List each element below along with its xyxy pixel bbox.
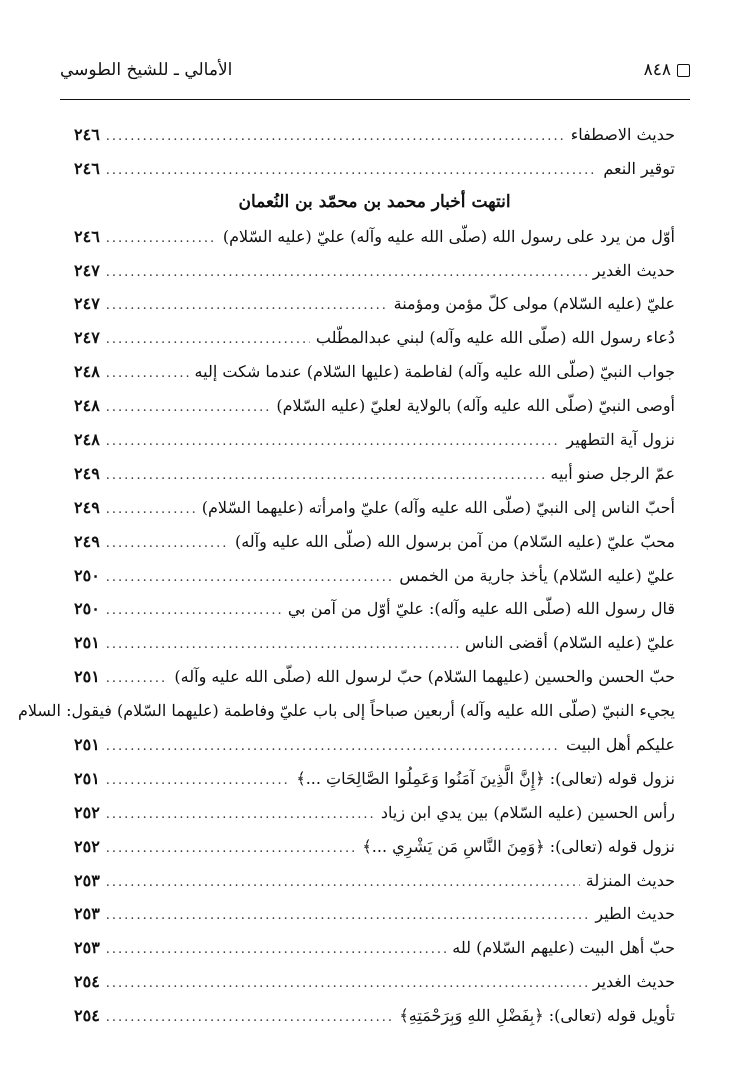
toc-entry [74, 897, 675, 931]
toc-entry-page: ٢٥٣ [74, 904, 100, 924]
toc-entry [74, 118, 675, 152]
toc-entry [74, 220, 675, 254]
toc-entry-title: عليّ (عليه السّلام) أقضى الناس [464, 633, 675, 653]
page-number-group [644, 60, 690, 80]
dot-leader [106, 154, 598, 188]
toc-entry-page: ٢٥٢ [74, 802, 100, 822]
toc-entry-title: نزول قوله (تعالى): ﴿وَمِنَ النَّاسِ مَن يَشْرِي ...﴾ [362, 836, 675, 856]
section-heading [74, 186, 675, 220]
dot-leader [106, 357, 189, 391]
toc-entry-title: نزول قوله (تعالى): ﴿إِنَّ الَّذِينَ آمَنُوا وَعَمِلُوا الصَّالِحَاتِ ...﴾ [296, 768, 675, 788]
toc-entry-title: نزول آية التطهير [566, 430, 675, 450]
toc-entry-title: دُعاء رسول الله (صلّى الله عليه وآله) لبني عبدالمطّلب [315, 328, 675, 348]
dot-leader [106, 493, 196, 527]
toc-entry-title: قال رسول الله (صلّى الله عليه وآله): عليّ أوّل من آمن بي [287, 599, 675, 619]
toc-entry [74, 423, 675, 457]
dot-leader [106, 323, 310, 357]
toc-entry-page: ٢٥١ [74, 768, 100, 788]
dot-leader [106, 256, 587, 290]
toc-entry-page: ٢٥٠ [74, 599, 100, 619]
toc-entry-title: حديث الطير [595, 904, 675, 924]
dot-leader [106, 289, 388, 323]
dot-leader [106, 798, 375, 832]
toc-entry-page: ٢٤٨ [74, 396, 100, 416]
toc-entry-page: ٢٤٧ [74, 260, 100, 280]
toc-entry-page: ٢٥١ [74, 735, 100, 755]
dot-leader [106, 527, 229, 561]
toc-entry-title: أوّل من يرد على رسول الله (صلّى الله عليه وآله) عليّ (عليه السّلام) [222, 226, 675, 246]
toc-entry [74, 965, 675, 999]
toc-entry-page: ٢٤٦ [74, 226, 100, 246]
toc-entry-title: حبّ الحسن والحسين (عليهما السّلام) حبّ لرسول الله (صلّى الله عليه وآله) [174, 667, 675, 687]
toc-entry [74, 728, 675, 762]
toc-entry-page: ٢٤٦ [74, 125, 100, 144]
dot-leader [106, 866, 580, 900]
toc-entry-title: أوصى النبيّ (صلّى الله عليه وآله) بالولاية لعليّ (عليه السّلام) [276, 396, 675, 416]
toc-entry-page: ٢٤٨ [74, 362, 100, 382]
dot-leader [106, 899, 590, 933]
toc-entry [74, 525, 675, 559]
toc-entry-page: ٢٤٩ [74, 497, 100, 517]
toc-entry [74, 626, 675, 660]
toc-entry-title: توقير النعم [603, 158, 675, 178]
table-of-contents [17, 118, 675, 1033]
header-rule [60, 99, 690, 100]
toc-entry [74, 864, 675, 898]
dot-leader [106, 730, 560, 764]
toc-entry-title: عليّ (عليه السّلام) يأخذ جارية من الخمس [399, 565, 675, 585]
toc-entry [74, 152, 675, 186]
dot-leader [106, 222, 217, 256]
toc-entry-page: ٢٥٤ [74, 972, 100, 992]
toc-entry [74, 830, 675, 864]
toc-entry-page: ٢٥٢ [74, 836, 100, 856]
book-title: الأمالي ـ للشيخ الطوسي [60, 60, 233, 80]
toc-entry [74, 592, 675, 626]
toc-entry-page: ٢٤٩ [74, 463, 100, 483]
toc-entry-title: حديث الاصطفاء [570, 125, 675, 144]
toc-entry [74, 389, 675, 423]
dot-leader [106, 594, 282, 628]
toc-entry-title: أحبّ الناس إلى النبيّ (صلّى الله عليه وآله) عليّ وامرأته (عليهما السّلام) [201, 497, 675, 517]
toc-entry-page: ٢٤٧ [74, 328, 100, 348]
dot-leader [106, 832, 357, 866]
toc-entry-title: حديث الغدير [592, 972, 675, 992]
toc-entry [74, 796, 675, 830]
page-number: ٨٤٨ [643, 60, 671, 80]
dot-leader [106, 391, 271, 425]
toc-entry-page: ٢٥٤ [74, 1006, 100, 1026]
dot-leader [106, 120, 565, 154]
toc-entry-title: حبّ أهل البيت (عليهم السّلام) لله [452, 938, 675, 958]
dot-leader [106, 459, 545, 493]
toc-entry-title: حديث الغدير [592, 260, 675, 280]
toc-entry [74, 254, 675, 288]
toc-entry-continued: يجيء النبيّ (صلّى الله عليه وآله) أربعين صباحاً إلى باب عليّ وفاطمة (عليهما السّلام) فيقول: السلام [17, 701, 675, 721]
toc-entry [74, 355, 675, 389]
section-heading-text: انتهت أخبار محمد بن محمّد بن النُعمان [238, 191, 511, 212]
toc-entry-title: عليّ (عليه السّلام) مولى كلّ مؤمن ومؤمنة [393, 294, 675, 314]
toc-entry-title: عمّ الرجل صنو أبيه [550, 463, 675, 483]
toc-entry [74, 287, 675, 321]
toc-entry-title: عليكم أهل البيت [565, 735, 675, 755]
toc-entry [74, 321, 675, 355]
toc-entry-title: تأويل قوله (تعالى): ﴿بِفَضْلِ اللهِ وَبِرَحْمَتِهِ﴾ [399, 1006, 675, 1026]
toc-entry-page: ٢٥٠ [74, 565, 100, 585]
toc-entry-title: حديث المنزلة [585, 870, 675, 890]
toc-entry-title: رأس الحسين (عليه السّلام) بين يدي ابن زياد [380, 802, 675, 822]
toc-entry-page: ٢٤٦ [74, 158, 100, 178]
dot-leader [106, 628, 459, 662]
toc-entry [74, 559, 675, 593]
toc-entry [74, 491, 675, 525]
dot-leader [106, 933, 447, 967]
dot-leader [106, 425, 561, 459]
toc-entry-page: ٢٥١ [74, 633, 100, 653]
toc-entry-title: محبّ عليّ (عليه السّلام) من آمن برسول الله (صلّى الله عليه وآله) [234, 531, 675, 551]
square-icon [677, 64, 690, 77]
dot-leader [106, 967, 587, 1001]
toc-entry-page: ٢٥٣ [74, 938, 100, 958]
toc-entry-page: ٢٥٣ [74, 870, 100, 890]
toc-entry-page: ٢٤٧ [74, 294, 100, 314]
dot-leader [106, 1001, 394, 1035]
toc-entry-title: جواب النبيّ (صلّى الله عليه وآله) لفاطمة (عليها السّلام) عندما شكت إليه [194, 362, 675, 382]
toc-entry-page: ٢٥١ [74, 667, 100, 687]
toc-entry [74, 660, 675, 694]
toc-entry [74, 457, 675, 491]
toc-entry [74, 762, 675, 796]
dot-leader [106, 764, 291, 798]
toc-entry-page: ٢٤٩ [74, 531, 100, 551]
toc-entry [74, 931, 675, 965]
dot-leader [106, 662, 169, 696]
page-header [60, 50, 690, 90]
dot-leader [106, 561, 394, 595]
toc-entry [74, 999, 675, 1033]
toc-entry-page: ٢٤٨ [74, 430, 100, 450]
